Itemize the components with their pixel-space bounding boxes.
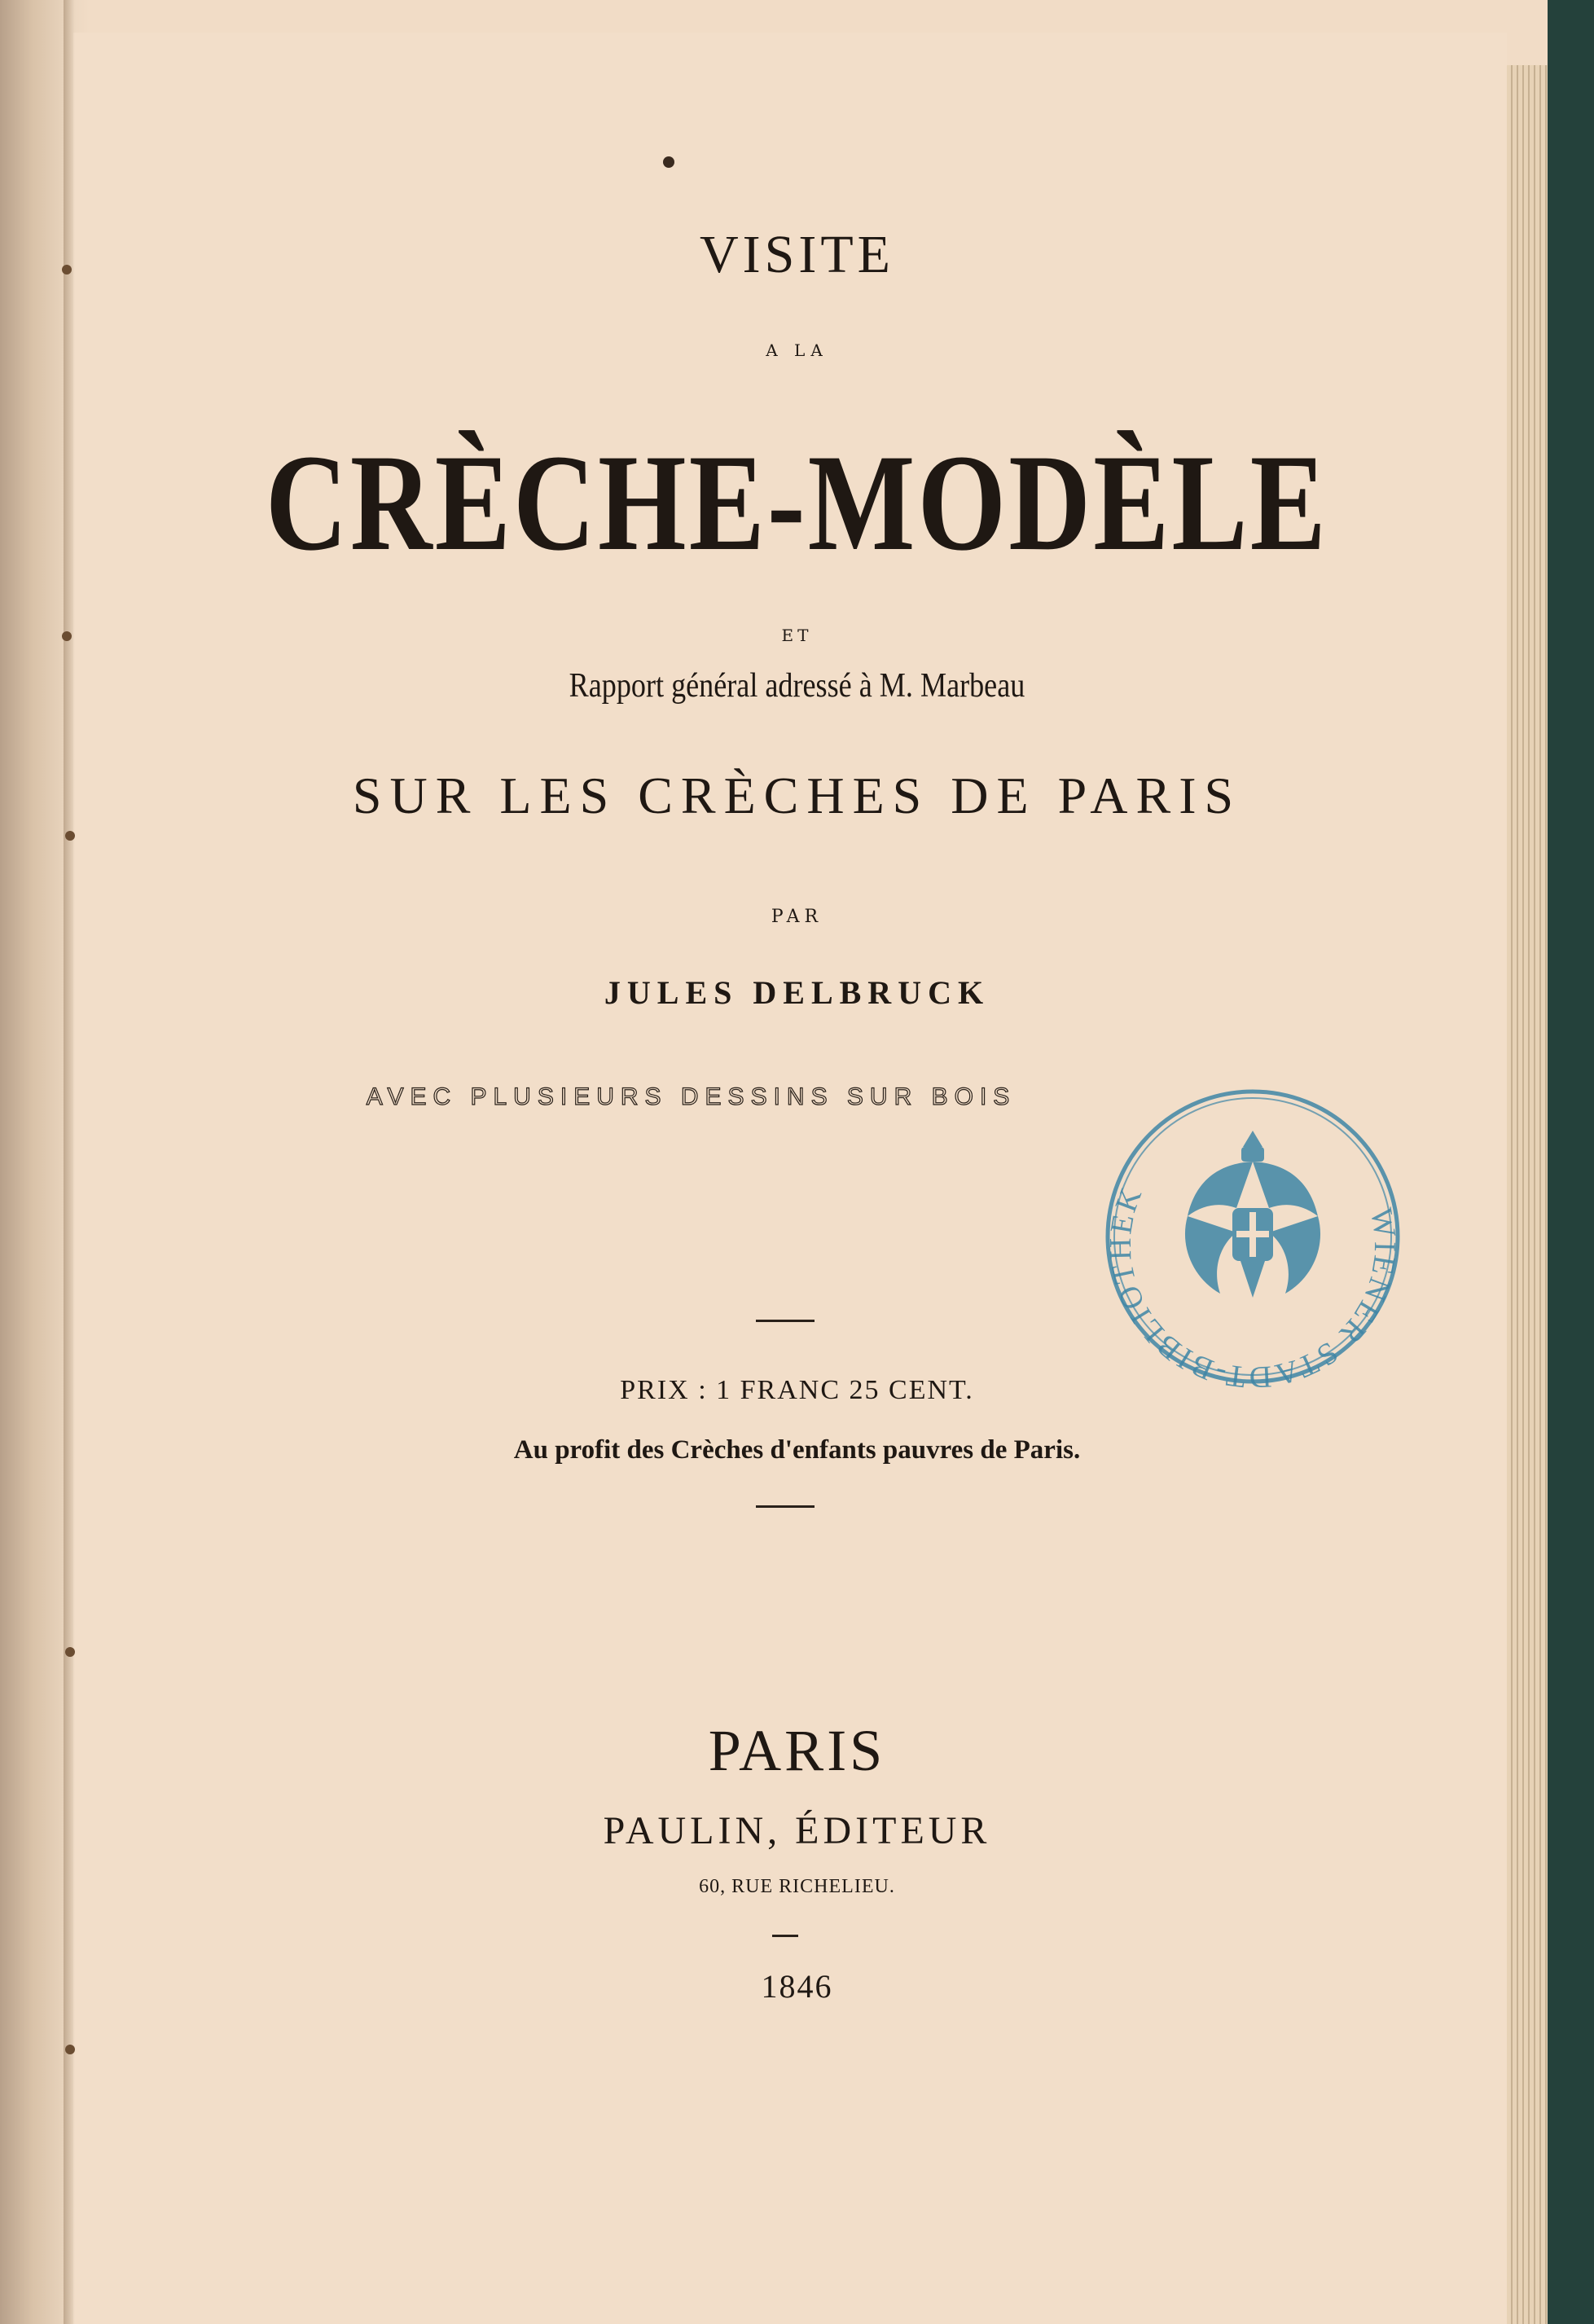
imprint-city: PARIS (708, 1718, 886, 1783)
eagle-crest-icon (1185, 1131, 1320, 1298)
title-a-la: A LA (766, 340, 828, 360)
title-visite: VISITE (700, 225, 894, 284)
library-stamp (1098, 1074, 1407, 1399)
ink-speck (663, 156, 674, 168)
publisher-address: 60, RUE RICHELIEU. (699, 1876, 895, 1897)
publisher: PAULIN, ÉDITEUR (603, 1809, 991, 1852)
author-name: JULES DELBRUCK (604, 974, 990, 1011)
benefit-line: Au profit des Crèches d'enfants pauvres de Paris. (513, 1435, 1081, 1465)
stitch-hole (65, 2045, 75, 2054)
stitch-hole (65, 831, 75, 841)
main-title: CRÈCHE-MODÈLE (265, 426, 1329, 579)
illustrations-note: AVEC PLUSIEURS DESSINS SUR BOIS (366, 1083, 1017, 1110)
conjunction-et: ET (781, 626, 813, 645)
divider-rule (772, 1935, 798, 1937)
rapport-line: Rapport général adressé à M. Marbeau (569, 667, 1025, 705)
subtitle: SUR LES CRÈCHES DE PARIS (352, 767, 1242, 824)
publication-year: 1846 (761, 1968, 833, 2005)
by-line: PAR (771, 907, 823, 927)
divider-rule (756, 1320, 815, 1322)
divider-rule (756, 1505, 815, 1508)
price-line: PRIX : 1 FRANC 25 CENT. (620, 1375, 974, 1405)
stitch-hole (65, 1647, 75, 1657)
stamp-text: WIENER STADT-BIBLIOTHEK (1103, 1181, 1403, 1395)
